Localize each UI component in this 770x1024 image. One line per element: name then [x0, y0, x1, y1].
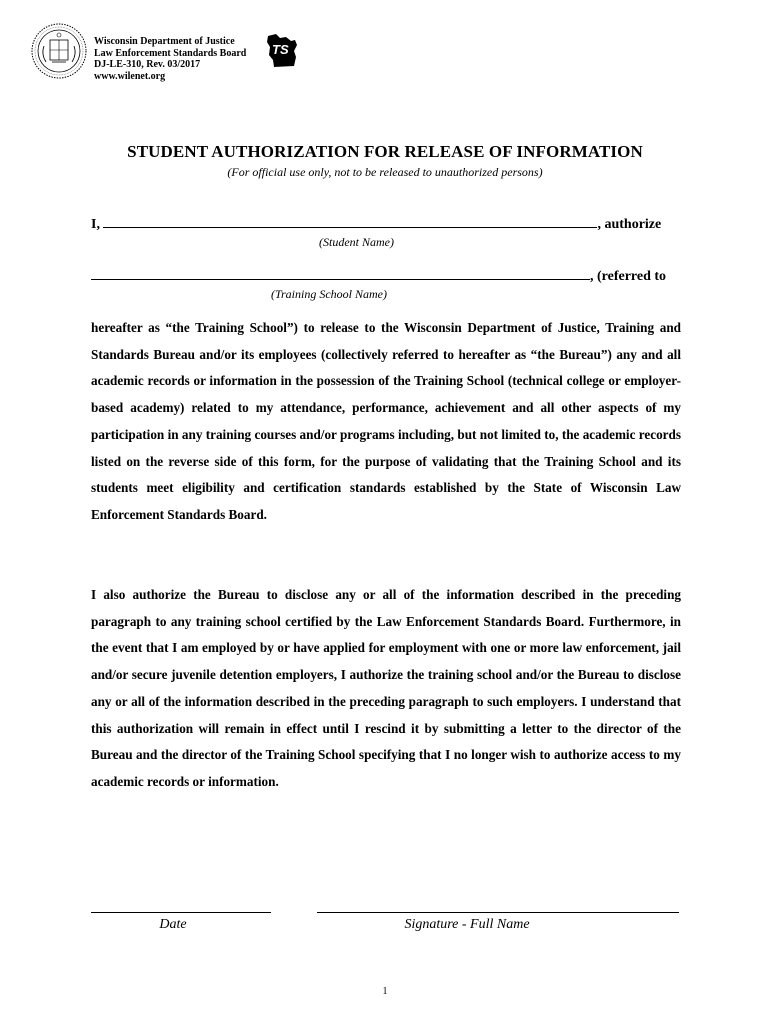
paragraph-disclosure: I also authorize the Bureau to disclose any or all of the information described in the preceding paragraph to any training school certified by the Law Enforcement Standards Board. Furthermore, in the event that I am employed by or have applied for employment with one or more law enforcement, jail and/or secure juvenile detention employers, I authorize the training school and/or the Bureau to disclose any or all of the information described in the preceding paragraph to such employers. I understand that this authorization will remain in effect until I rescind it by submitting a letter to the director of the Bureau and the director of the Training School specifying that I no longer wish to authorize access to my academic records or information.	[91, 587, 681, 789]
logo-text: TS	[272, 42, 289, 57]
signature-line[interactable]	[317, 912, 679, 913]
student-name-row	[91, 215, 661, 233]
page-number: 1	[382, 986, 388, 997]
signature-label: Signature - Full Name	[404, 917, 530, 932]
board-name: Law Enforcement Standards Board	[94, 47, 247, 59]
form-number: DJ-LE-310, Rev. 03/2017	[94, 59, 201, 70]
header-block	[94, 36, 246, 82]
paragraph-authorization: hereafter as “the Training School”) to release to the Wisconsin Department of Justice, Training and Standards Bureau and/or its employees (collectively referred to hereafter as “the Bureau”) any and all academic records or information in the possession of the Training School (technical college or employer-based academy) related to my attendance, performance, achievement and all other aspects of my participation in any training courses and/or programs including, but not limited to, the academic records listed on the reverse side of this form, for the purpose of validating that the Training School and its students meet eligibility and certification standards established by the State of Wisconsin Law Enforcement Standards Board.	[91, 320, 681, 522]
school-name-row	[91, 267, 666, 285]
student-name-field[interactable]	[103, 215, 597, 228]
student-prefix: I,	[91, 217, 100, 232]
date-line[interactable]	[91, 912, 271, 913]
wisconsin-seal-icon	[30, 22, 88, 80]
agency-name: Wisconsin Department of Justice	[94, 36, 235, 47]
student-suffix: , authorize	[597, 217, 662, 232]
page-subtitle: (For official use only, not to be released to unauthorized persons)	[227, 165, 543, 179]
school-name-field[interactable]	[91, 267, 590, 280]
school-name-caption: (Training School Name)	[271, 287, 387, 301]
date-label: Date	[159, 917, 187, 932]
wisconsin-state-ts-logo-icon	[264, 33, 302, 69]
student-name-caption: (Student Name)	[319, 235, 394, 249]
website-link[interactable]: www.wilenet.org	[94, 70, 166, 82]
school-suffix: , (referred to	[590, 269, 667, 284]
page-title: STUDENT AUTHORIZATION FOR RELEASE OF INFORMATION	[127, 142, 643, 161]
